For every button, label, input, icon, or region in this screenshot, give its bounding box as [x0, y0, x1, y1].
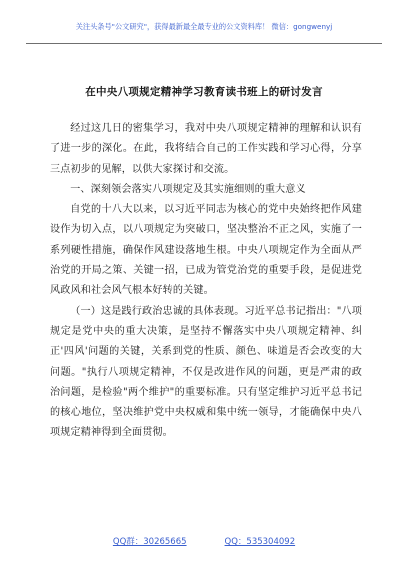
paragraph-point-1: （一）这是践行政治忠诚的具体表现。习近平总书记指出："八项规定是党中央的重大决策，是坚持不懈落实中央八项规定精神、纠正'四风'问题的关键，关系到党的性质、颜色、味道是否会改变的大问题。"执行八项规定精神，不仅是改进作风的问题，更是严肃的政治问题，是检验"两个维护"的重要标准。只有坚定维护习近平总书记的核心地位，坚决维护党中央权威和集中统一领导，才能确保中央八项规定精神得到全面贯彻。: [50, 305, 362, 439]
document-body: [50, 119, 362, 444]
section-heading-1: 一、深刻领会落实八项规定及其实施细则的重大意义: [70, 183, 306, 195]
footer-qq-group[interactable]: QQ群：30265665: [112, 537, 187, 547]
document-title: 在中央八项规定精神学习教育读书班上的研讨发言: [85, 86, 323, 98]
paragraph-background: 自党的十八大以来，以习近平同志为核心的党中央始终把作风建设作为切入点，以八项规定为突破口，坚决整治不正之风，实施了一系列硬性措施，确保作风建设落地生根。中央八项规定作为全面从严治党的开局之策、关键一招，已成为管党治党的重要手段，是促进党风政风和社会风气根本好转的关键。: [50, 204, 362, 297]
footer-qq[interactable]: QQ：535304092: [224, 537, 296, 547]
page-footer: [0, 535, 408, 547]
page-header-note: 关注头条号"公文研究"，获得最新最全最专业的公文资料库！ 微信：gongwenyj: [75, 22, 333, 31]
header-divider: [26, 43, 382, 44]
paragraph-intro: 经过这几日的密集学习，我对中央八项规定精神的理解和认识有了进一步的深化。在此，我将结合自己的工作实践和学习心得，分享三点初步的见解，以供大家探讨和交流。: [50, 123, 362, 175]
